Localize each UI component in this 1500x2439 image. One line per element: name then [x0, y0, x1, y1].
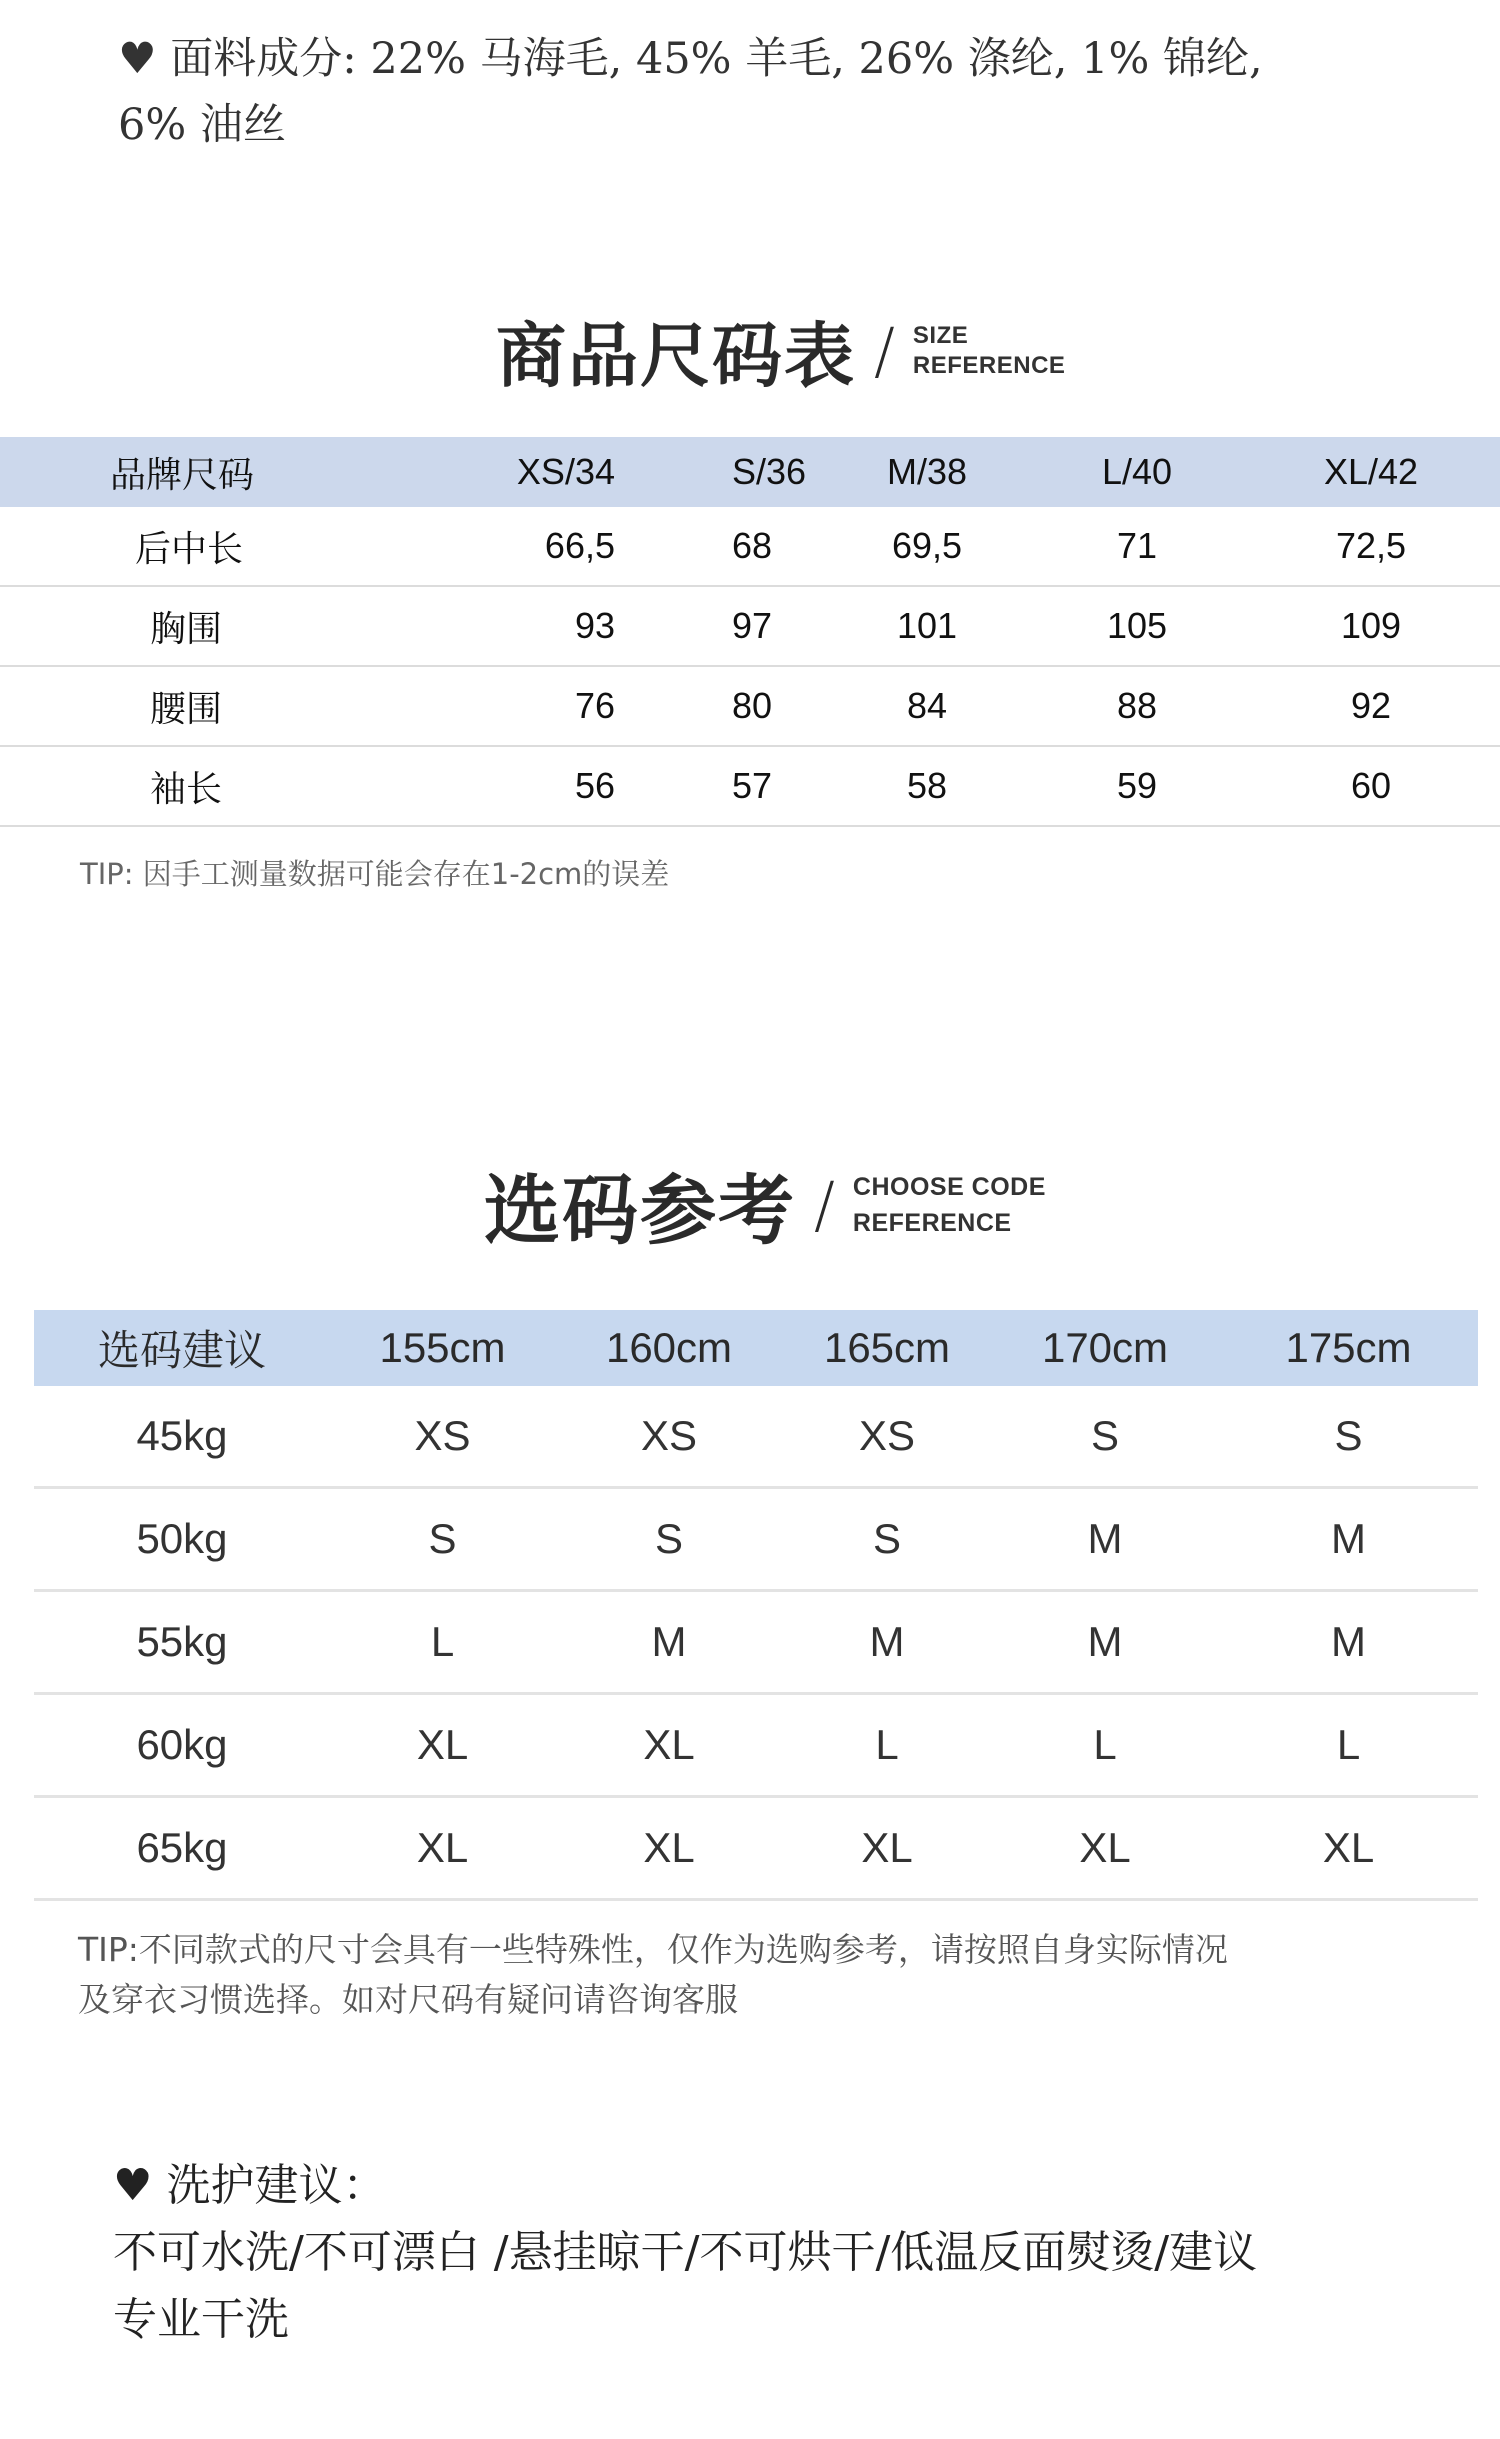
table-row [34, 1386, 1478, 1488]
table-cell: S [991, 1386, 1219, 1488]
table-row [0, 507, 1500, 586]
table-cell: 105 [1032, 586, 1242, 666]
row-label: 45kg [34, 1386, 330, 1488]
size-reference-title-en: SIZE REFERENCE [912, 321, 1066, 379]
row-label: 60kg [34, 1694, 330, 1797]
care-instructions [113, 2152, 1433, 2353]
header-cell: M/38 [822, 437, 1032, 507]
table-row [0, 746, 1500, 826]
header-cell: 选码建议 [34, 1310, 330, 1386]
table-cell: M [991, 1488, 1219, 1591]
tip-line-2: 及穿衣习惯选择。如对尺码有疑问请咨询客服 [78, 1980, 738, 2019]
table-cell: 57 [732, 746, 822, 826]
size-reference-title-zh: 商品尺码表 [496, 315, 856, 397]
header-cell: L/40 [1032, 437, 1242, 507]
table-cell: XS [330, 1386, 555, 1488]
table-cell: 66,5 [376, 507, 732, 586]
care-heading-line [113, 2152, 1433, 2219]
header-cell: XS/34 [376, 437, 732, 507]
table-cell: M [783, 1591, 991, 1694]
heart-icon: ♥ [113, 2160, 153, 2211]
header-cell: 170cm [991, 1310, 1219, 1386]
size-table [0, 437, 1500, 827]
care-heading: 洗护建议： [166, 2160, 387, 2211]
table-cell: XL [330, 1694, 555, 1797]
heart-icon: ♥ [118, 34, 157, 84]
table-cell: XL [330, 1797, 555, 1900]
table-row [34, 1694, 1478, 1797]
table-row [0, 586, 1500, 666]
choose-code-header [34, 1310, 1478, 1386]
fabric-line-1 [118, 26, 1418, 92]
header-cell: XL/42 [1242, 437, 1500, 507]
table-cell: 68 [732, 507, 822, 586]
table-cell: 97 [732, 586, 822, 666]
table-cell: 72,5 [1242, 507, 1500, 586]
table-cell: S [1219, 1386, 1478, 1488]
header-cell: 175cm [1219, 1310, 1478, 1386]
row-label: 腰围 [0, 666, 376, 746]
row-label: 65kg [34, 1797, 330, 1900]
care-line-2: 专业干洗 [113, 2294, 289, 2345]
table-cell: S [783, 1488, 991, 1591]
table-row [34, 1591, 1478, 1694]
table-cell: L [991, 1694, 1219, 1797]
table-cell: 109 [1242, 586, 1500, 666]
table-cell: L [1219, 1694, 1478, 1797]
table-cell: XS [555, 1386, 783, 1488]
table-cell: 69,5 [822, 507, 1032, 586]
row-label: 胸围 [0, 586, 376, 666]
table-cell: 88 [1032, 666, 1242, 746]
header-cell: 155cm [330, 1310, 555, 1386]
table-cell: L [783, 1694, 991, 1797]
choose-code-tip [78, 1925, 1428, 2025]
table-cell: S [555, 1488, 783, 1591]
table-row [34, 1488, 1478, 1591]
table-cell: 93 [376, 586, 732, 666]
table-cell: M [1219, 1488, 1478, 1591]
table-cell: 59 [1032, 746, 1242, 826]
table-cell: XS [783, 1386, 991, 1488]
table-cell: S [330, 1488, 555, 1591]
row-label: 55kg [34, 1591, 330, 1694]
fabric-text: 面料成分: 22% 马海毛, 45% 羊毛, 26% 涤纶, 1% 锦纶, [170, 34, 1263, 84]
header-cell: S/36 [732, 437, 822, 507]
table-cell: M [555, 1591, 783, 1694]
table-cell: XL [555, 1694, 783, 1797]
row-label: 袖长 [0, 746, 376, 826]
size-reference-title [496, 300, 1065, 401]
tip-line-1: TIP:不同款式的尺寸会具有一些特殊性，仅作为选购参考，请按照自身实际情况 [78, 1930, 1228, 1969]
header-cell: 160cm [555, 1310, 783, 1386]
header-cell: 165cm [783, 1310, 991, 1386]
table-cell: M [991, 1591, 1219, 1694]
header-cell: 品牌尺码 [0, 437, 376, 507]
table-cell: L [330, 1591, 555, 1694]
table-cell: 60 [1242, 746, 1500, 826]
fabric-composition [118, 26, 1418, 158]
table-row [34, 1797, 1478, 1900]
measurement-tip: TIP: 因手工测量数据可能会存在1-2cm的误差 [80, 857, 670, 891]
size-table-header [0, 437, 1500, 507]
care-line-1: 不可水洗/不可漂白 /悬挂晾干/不可烘干/低温反面熨烫/建议 [113, 2227, 1258, 2278]
table-cell: 56 [376, 746, 732, 826]
table-cell: M [1219, 1591, 1478, 1694]
fabric-line-2: 6% 油丝 [118, 100, 286, 150]
table-cell: 76 [376, 666, 732, 746]
table-cell: XL [1219, 1797, 1478, 1900]
title-slash: / [814, 1168, 835, 1241]
choose-code-title-en: CHOOSE CODE REFERENCE [852, 1172, 1046, 1237]
table-cell: 71 [1032, 507, 1242, 586]
choose-code-title [484, 1150, 1046, 1259]
table-cell: XL [783, 1797, 991, 1900]
table-cell: 58 [822, 746, 1032, 826]
table-cell: XL [991, 1797, 1219, 1900]
table-cell: 80 [732, 666, 822, 746]
table-cell: 92 [1242, 666, 1500, 746]
table-cell: 84 [822, 666, 1032, 746]
choose-code-table [34, 1310, 1478, 1901]
title-slash: / [874, 314, 895, 387]
table-cell: XL [555, 1797, 783, 1900]
row-label: 后中长 [0, 507, 376, 586]
table-row [0, 666, 1500, 746]
table-cell: 101 [822, 586, 1032, 666]
choose-code-title-zh: 选码参考 [484, 1166, 796, 1255]
row-label: 50kg [34, 1488, 330, 1591]
